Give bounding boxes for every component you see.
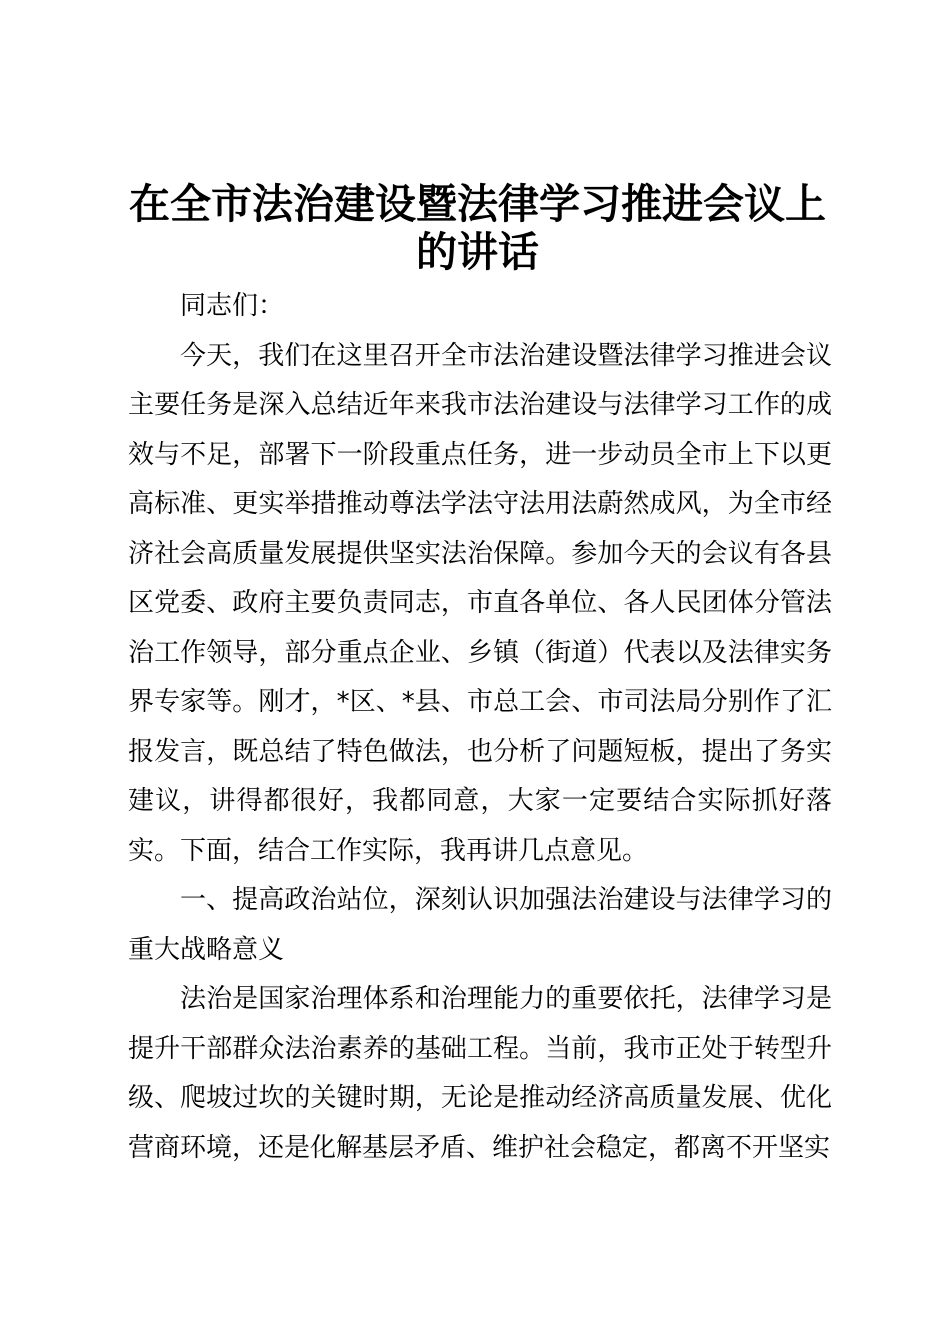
document-body (128, 282, 832, 1173)
section-paragraph: 法治是国家治理体系和治理能力的重要依托，法律学习是提升干部群众法治素养的基础工程。当前，我市正处于转型升级、爬坡过坎的关键时期，无论是推动经济高质量发展、优化营商环境，还是化解基层矛盾、维护社会稳定，都离不开坚实 (128, 984, 832, 1163)
salutation: 同志们： (180, 291, 285, 321)
document-title: 在全市法治建设暨法律学习推进会议上的讲话 (129, 180, 826, 276)
section-heading: 一、提高政治站位，深刻认识加强法治建设与法律学习的重大战略意义 (128, 885, 832, 965)
intro-paragraph: 今天，我们在这里召开全市法治建设暨法律学习推进会议主要任务是深入总结近年来我市法治建设与法律学习工作的成效与不足，部署下一阶段重点任务，进一步动员全市上下以更高标准、更实举措推动尊法学法守法用法蔚然成风，为全市经济社会高质量发展提供坚实法治保障。参加今天的会议有各县区党委、政府主要负责同志，市直各单位、各人民团体分管法治工作领导，部分重点企业、乡镇（街道）代表以及法律实务界专家等。刚才，*区、*县、市总工会、市司法局分别作了汇报发言，既总结了特色做法，也分析了问题短板，提出了务实建议，讲得都很好，我都同意，大家一定要结合实际抓好落实。下面，结合工作实际，我再讲几点意见。 (128, 340, 832, 866)
